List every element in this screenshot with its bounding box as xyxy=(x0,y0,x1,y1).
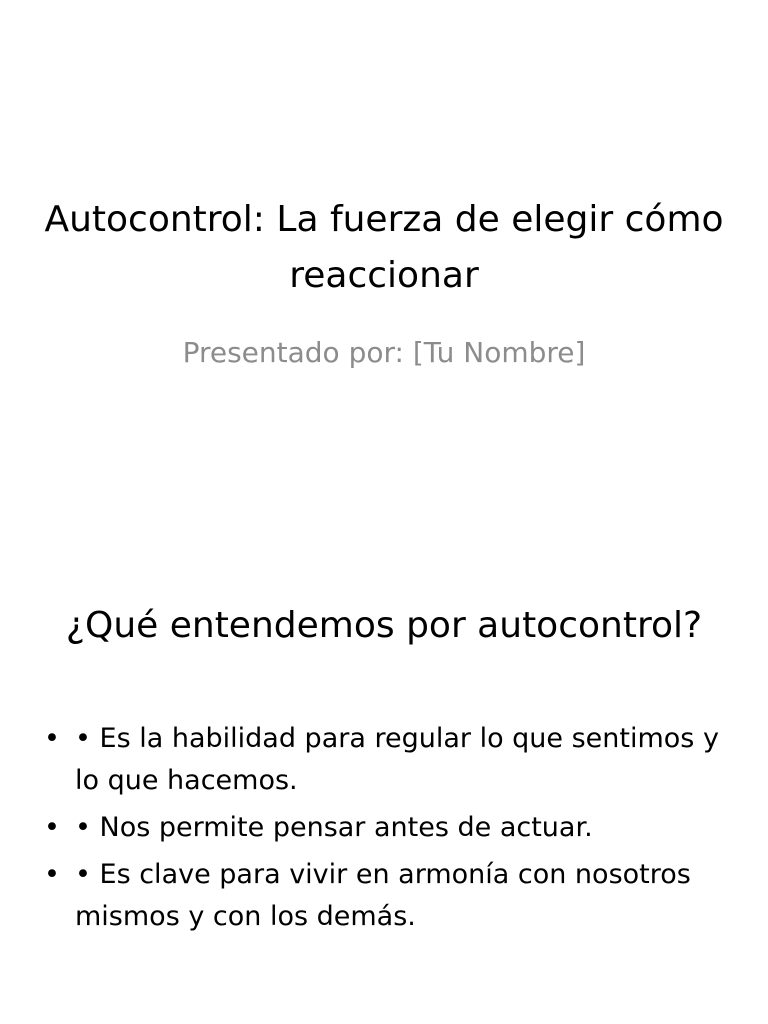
list-item xyxy=(38,807,738,849)
slide-subtitle: Presentado por: [Tu Nombre] xyxy=(182,336,586,369)
bullet-text: • Es clave para vivir en armonía con nosotros mismos y con los demás. xyxy=(75,859,691,932)
bullet-icon: • xyxy=(44,812,60,843)
bullet-text: • Es la habilidad para regular lo que sentimos y lo que hacemos. xyxy=(75,723,719,796)
slide-title: Autocontrol: La fuerza de elegir cómo reaccionar xyxy=(44,199,724,296)
bullet-text: • Nos permite pensar antes de actuar. xyxy=(75,812,593,843)
slide-title: ¿Qué entendemos por autocontrol? xyxy=(65,605,703,646)
bullet-icon: • xyxy=(44,723,60,754)
bullet-list xyxy=(38,718,738,943)
bullet-icon: • xyxy=(44,859,60,890)
list-item xyxy=(38,718,738,802)
list-item xyxy=(38,854,738,938)
slide-2 xyxy=(0,512,768,1024)
